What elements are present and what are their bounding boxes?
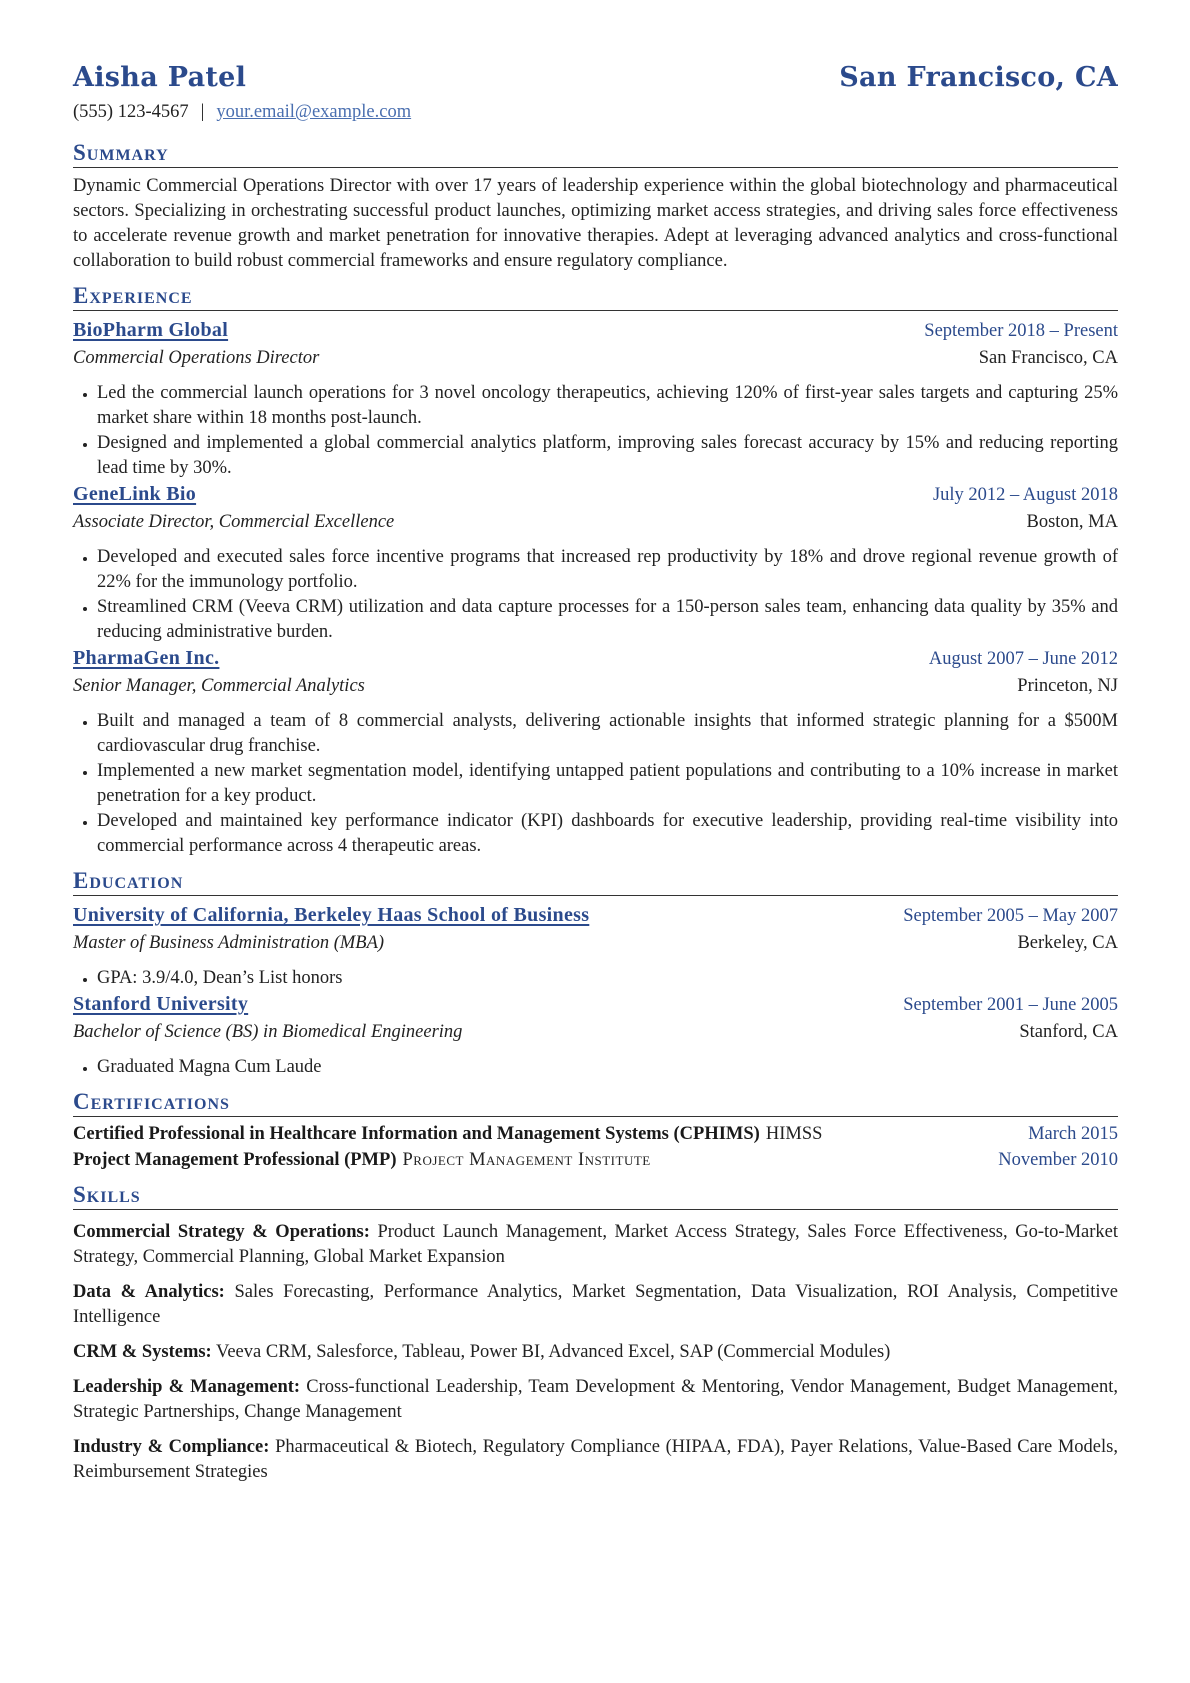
skill-group bbox=[73, 1375, 1118, 1425]
section-title-certifications: Certifications bbox=[73, 1089, 1118, 1117]
job-entry bbox=[73, 645, 1118, 859]
skill-label: Commercial Strategy & Operations: bbox=[73, 1222, 370, 1242]
skill-items: Veeva CRM, Salesforce, Tableau, Power BI, Advanced Excel, SAP (Commercial Modules) bbox=[216, 1342, 891, 1362]
education-section bbox=[73, 868, 1118, 1080]
job-entry bbox=[73, 481, 1118, 645]
job-bullets bbox=[73, 709, 1118, 859]
bullet-item: • Developed and maintained key performance indicator (KPI) dashboards for executive leadership, providing real-time visibility into commercial performance across 4 therapeutic areas. bbox=[97, 809, 1118, 859]
job-location: Boston, MA bbox=[1026, 512, 1118, 532]
skill-group bbox=[73, 1220, 1118, 1270]
education-entry bbox=[73, 991, 1118, 1080]
job-entry bbox=[73, 317, 1118, 481]
skill-label: Leadership & Management: bbox=[73, 1377, 301, 1397]
skill-group bbox=[73, 1340, 1118, 1365]
certification-row bbox=[73, 1121, 1118, 1147]
school-location: Stanford, CA bbox=[1019, 1022, 1118, 1042]
job-bullets bbox=[73, 381, 1118, 481]
section-title-summary: Summary bbox=[73, 140, 1118, 168]
education-bullets bbox=[73, 1055, 1118, 1080]
section-title-education: Education bbox=[73, 868, 1118, 896]
skills-section bbox=[73, 1182, 1118, 1485]
bullet-item: • GPA: 3.9/4.0, Dean’s List honors bbox=[97, 966, 1118, 991]
job-location: San Francisco, CA bbox=[978, 348, 1118, 368]
contact-line bbox=[73, 102, 1118, 123]
degree-name: Master of Business Administration (MBA) bbox=[73, 933, 385, 953]
job-subheader bbox=[73, 673, 1118, 700]
contact-separator: | bbox=[200, 102, 205, 122]
bullet-item: • Built and managed a team of 8 commercial analysts, delivering actionable insights that informed strategic planning for a $500M cardiovascular drug franchise. bbox=[97, 709, 1118, 759]
certification-name: Project Management Professional (PMP) bbox=[73, 1150, 397, 1170]
job-header bbox=[73, 481, 1118, 509]
education-bullets bbox=[73, 966, 1118, 991]
company-name[interactable]: PharmaGen Inc. bbox=[73, 647, 220, 669]
summary-section bbox=[73, 140, 1118, 274]
section-title-skills: Skills bbox=[73, 1182, 1118, 1210]
job-subheader bbox=[73, 509, 1118, 536]
certification-name: Certified Professional in Healthcare Information and Management Systems (CPHIMS) bbox=[73, 1124, 760, 1144]
header-location: San Francisco, CA bbox=[839, 62, 1118, 93]
skill-label: Industry & Compliance: bbox=[73, 1437, 270, 1457]
job-title: Associate Director, Commercial Excellence bbox=[73, 512, 395, 532]
skill-items: Product Launch Management, Market Access Strategy, Sales Force Effectiveness, Go-to-Market Strategy, Commercial Planning, Global Market Expansion bbox=[73, 1222, 1118, 1267]
certification-info bbox=[73, 1147, 651, 1173]
bullet-item: • Streamlined CRM (Veeva CRM) utilization and data capture processes for a 150-person sales team, enhancing data quality by 35% and reducing administrative burden. bbox=[97, 595, 1118, 645]
skill-group bbox=[73, 1280, 1118, 1330]
section-title-experience: Experience bbox=[73, 283, 1118, 311]
bullet-item: • Led the commercial launch operations for 3 novel oncology therapeutics, achieving 120% of first-year sales targets and capturing 25% market share within 18 months post-launch. bbox=[97, 381, 1118, 431]
bullet-item: • Implemented a new market segmentation model, identifying untapped patient populations and contributing to a 10% increase in market penetration for a key product. bbox=[97, 759, 1118, 809]
skill-items: Cross-functional Leadership, Team Development & Mentoring, Vendor Management, Budget Management, Strategic Partnerships, Change Management bbox=[73, 1377, 1118, 1422]
certification-row bbox=[73, 1147, 1118, 1173]
candidate-name: Aisha Patel bbox=[73, 62, 247, 93]
certification-date: March 2015 bbox=[1028, 1124, 1118, 1144]
skill-items: Sales Forecasting, Performance Analytics, Market Segmentation, Data Visualization, ROI Analysis, Competitive Intelligence bbox=[73, 1282, 1119, 1327]
skill-label: Data & Analytics: bbox=[73, 1282, 225, 1302]
company-name[interactable]: BioPharm Global bbox=[73, 319, 229, 341]
bullet-item: • Graduated Magna Cum Laude bbox=[97, 1055, 1118, 1080]
bullet-item: • Developed and executed sales force incentive programs that increased rep productivity by 18% and drove regional revenue growth of 22% for the immunology portfolio. bbox=[97, 545, 1118, 595]
job-header bbox=[73, 645, 1118, 673]
job-subheader bbox=[73, 345, 1118, 372]
job-header bbox=[73, 317, 1118, 345]
certifications-section bbox=[73, 1089, 1118, 1173]
education-dates: September 2001 – June 2005 bbox=[903, 995, 1118, 1015]
skill-group bbox=[73, 1435, 1118, 1485]
school-name[interactable]: University of California, Berkeley Haas School of Business bbox=[73, 904, 590, 926]
job-location: Princeton, NJ bbox=[1017, 676, 1118, 696]
experience-section bbox=[73, 283, 1118, 859]
job-dates: August 2007 – June 2012 bbox=[928, 649, 1118, 669]
education-header bbox=[73, 902, 1118, 930]
job-dates: September 2018 – Present bbox=[924, 321, 1118, 341]
school-location: Berkeley, CA bbox=[1017, 933, 1118, 953]
skill-label: CRM & Systems: bbox=[73, 1342, 212, 1362]
education-entry bbox=[73, 902, 1118, 991]
certification-info bbox=[73, 1121, 822, 1147]
job-bullets bbox=[73, 545, 1118, 645]
education-header bbox=[73, 991, 1118, 1019]
summary-text: Dynamic Commercial Operations Director with over 17 years of leadership experience within the global biotechnology and pharmaceutical sectors. Specializing in orchestrating successful product launches, optimizing market access strategies, and driving sales force effectiveness to accelerate revenue growth and market penetration for innovative therapies. Adept at leveraging advanced analytics and cross-functional collaboration to build robust commercial frameworks and ensure regulatory compliance. bbox=[73, 176, 1118, 271]
resume-header bbox=[73, 62, 1118, 100]
bullet-item: • Designed and implemented a global commercial analytics platform, improving sales forecast accuracy by 15% and reducing reporting lead time by 30%. bbox=[97, 431, 1118, 481]
degree-name: Bachelor of Science (BS) in Biomedical Engineering bbox=[73, 1022, 463, 1042]
company-name[interactable]: GeneLink Bio bbox=[73, 483, 197, 505]
job-dates: July 2012 – August 2018 bbox=[932, 485, 1118, 505]
school-name[interactable]: Stanford University bbox=[73, 993, 249, 1015]
skill-items: Pharmaceutical & Biotech, Regulatory Compliance (HIPAA, FDA), Payer Relations, Value-Based Care Models, Reimbursement Strategies bbox=[73, 1437, 1118, 1482]
job-title: Commercial Operations Director bbox=[73, 348, 320, 368]
education-dates: September 2005 – May 2007 bbox=[903, 906, 1118, 926]
certification-issuer: Project Management Institute bbox=[402, 1150, 651, 1170]
education-subheader bbox=[73, 1019, 1118, 1046]
email-link[interactable]: your.email@example.com bbox=[216, 102, 412, 122]
job-title: Senior Manager, Commercial Analytics bbox=[73, 676, 365, 696]
certification-issuer: HIMSS bbox=[765, 1124, 823, 1144]
certification-date: November 2010 bbox=[998, 1150, 1118, 1170]
phone-number: (555) 123-4567 bbox=[73, 102, 189, 122]
education-subheader bbox=[73, 930, 1118, 957]
